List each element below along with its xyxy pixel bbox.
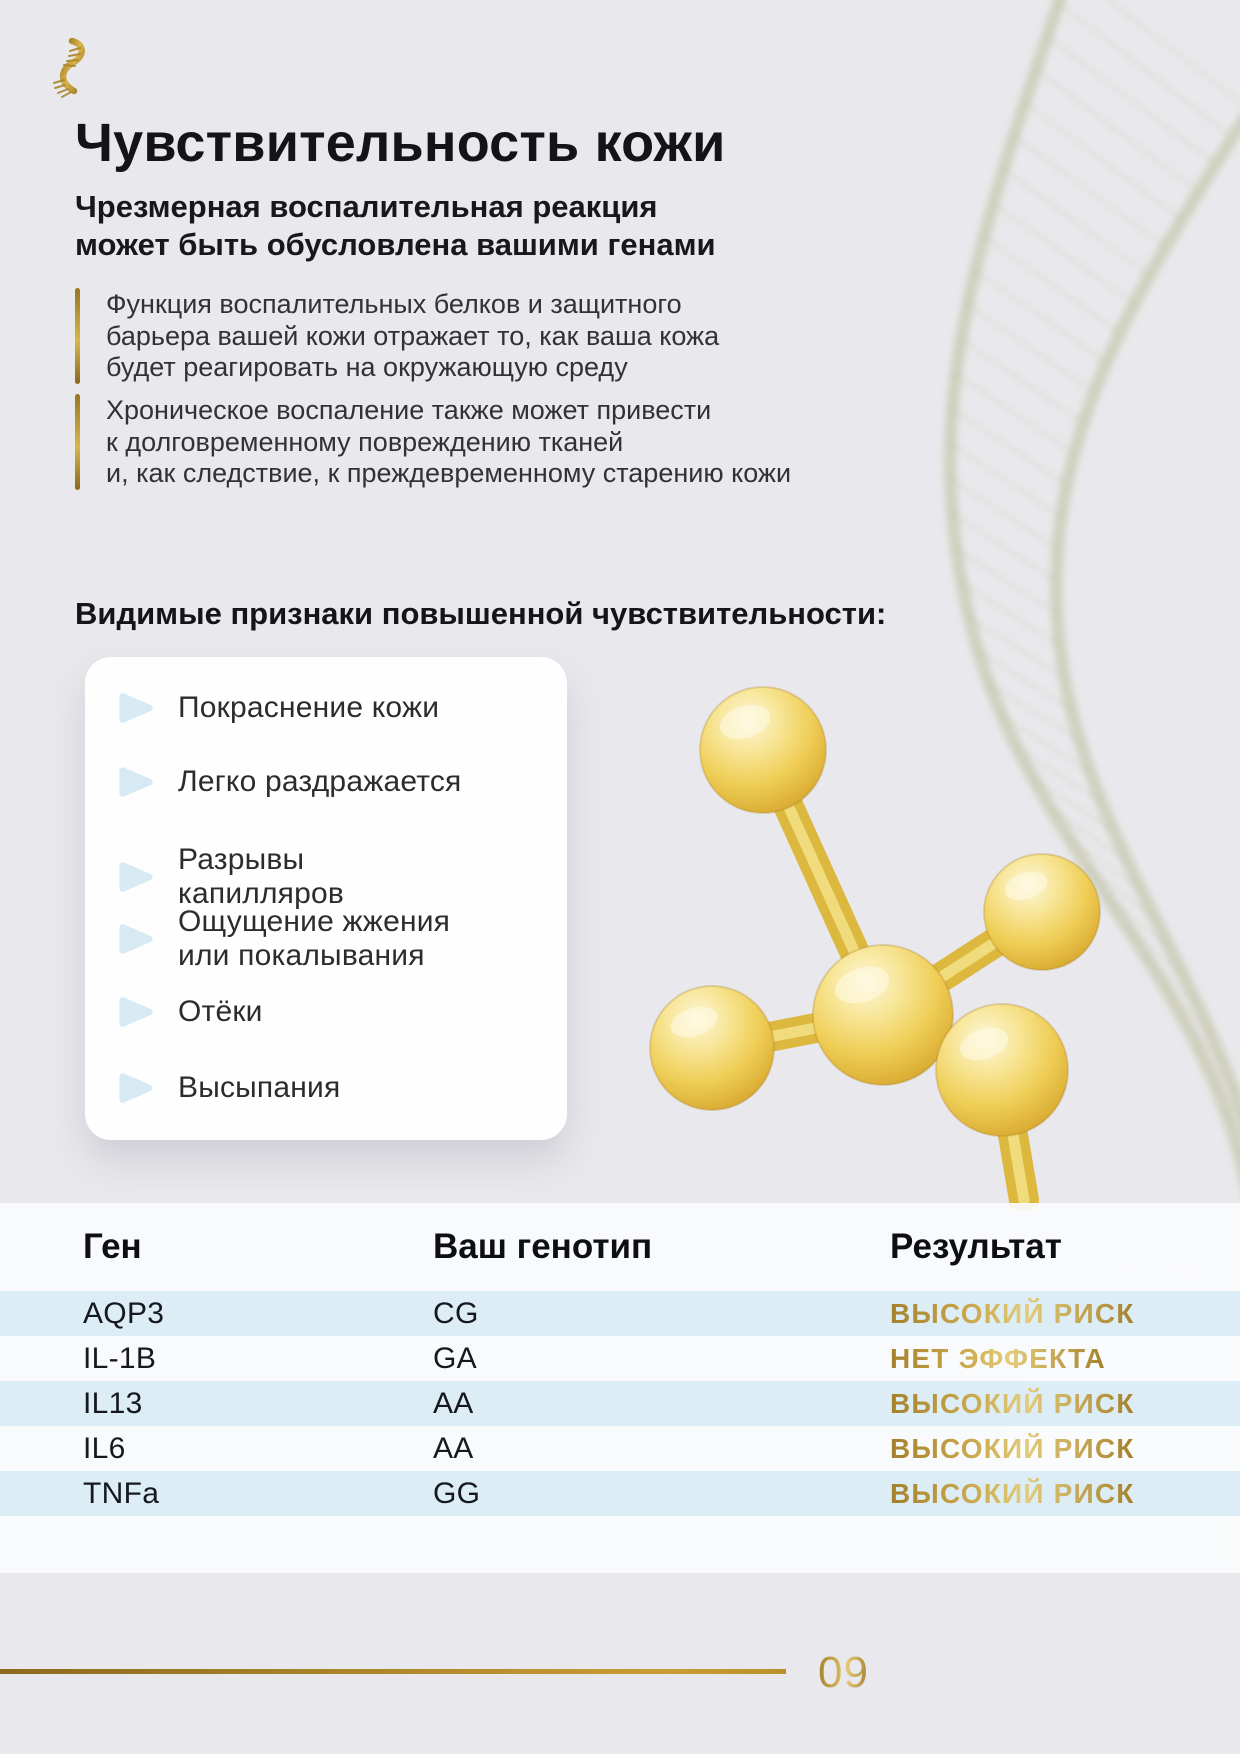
- list-item: [118, 905, 458, 973]
- table-row: [0, 1381, 1240, 1426]
- list-item-label: Отёки: [178, 995, 263, 1028]
- gold-accent-bar: [75, 288, 80, 384]
- arrow-right-icon: [118, 1071, 156, 1105]
- gold-molecule-image: [600, 630, 1110, 1210]
- page-subtitle-line: Чрезмерная воспалительная реакция: [75, 189, 658, 224]
- list-item: [118, 843, 478, 911]
- genotype-cell: CG: [433, 1296, 479, 1330]
- gold-accent-bar: [75, 394, 80, 490]
- list-item-label: Высыпания: [178, 1071, 341, 1104]
- arrow-right-icon: [118, 765, 156, 799]
- list-item-label: Покраснение кожи: [178, 691, 440, 724]
- list-item: [118, 1071, 340, 1105]
- page-number: 09: [818, 1648, 869, 1697]
- result-cell: ВЫСОКИЙ РИСК: [890, 1477, 1135, 1509]
- result-cell: ВЫСОКИЙ РИСК: [890, 1297, 1135, 1329]
- page-subtitle: [75, 188, 716, 264]
- intro-paragraph: [75, 288, 795, 384]
- list-item-label: Разрывы капилляров: [178, 843, 345, 910]
- list-item: [118, 995, 263, 1029]
- table-row: [0, 1471, 1240, 1516]
- paragraph-line: Хроническое воспаление также может привести: [106, 395, 712, 425]
- gene-cell: IL13: [83, 1386, 143, 1420]
- column-header-genotype: Ваш генотип: [433, 1227, 653, 1266]
- genotype-cell: AA: [433, 1386, 474, 1420]
- table-row: [0, 1426, 1240, 1471]
- result-cell: ВЫСОКИЙ РИСК: [890, 1387, 1135, 1419]
- genetics-table: [0, 1203, 1240, 1573]
- dna-logo-icon: [46, 36, 88, 100]
- paragraph-line: и, как следствие, к преждевременному старению кожи: [106, 458, 792, 488]
- list-item-label: Ощущение жжения или покалывания: [178, 905, 451, 972]
- arrow-right-icon: [118, 860, 156, 894]
- gene-cell: AQP3: [83, 1296, 165, 1330]
- signs-section-heading: Видимые признаки повышенной чувствительности:: [75, 596, 887, 631]
- paragraph-line: будет реагировать на окружающую среду: [106, 352, 628, 382]
- gene-cell: IL-1B: [83, 1341, 157, 1375]
- genotype-cell: GA: [433, 1341, 477, 1375]
- signs-card: [85, 657, 567, 1140]
- paragraph-line: к долговременному повреждению тканей: [106, 426, 624, 457]
- list-item: [118, 691, 439, 725]
- intro-paragraph: [75, 394, 795, 490]
- table-row: [0, 1336, 1240, 1381]
- page-subtitle-line: может быть обусловлена вашими генами: [75, 227, 716, 262]
- table-row: [0, 1291, 1240, 1336]
- gene-cell: IL6: [83, 1431, 126, 1465]
- genotype-cell: GG: [433, 1476, 481, 1510]
- footer-gold-rule: [0, 1669, 786, 1674]
- arrow-right-icon: [118, 995, 156, 1029]
- genotype-cell: AA: [433, 1431, 474, 1465]
- paragraph-line: Функция воспалительных белков и защитного: [106, 289, 682, 319]
- column-header-result: Результат: [890, 1227, 1062, 1266]
- gene-cell: TNFa: [83, 1476, 160, 1510]
- page-title: Чувствительность кожи: [75, 113, 726, 173]
- list-item-label: Легко раздражается: [178, 765, 462, 798]
- result-cell: НЕТ ЭФФЕКТА: [890, 1342, 1106, 1374]
- paragraph-line: барьера вашей кожи отражает то, как ваша кожа: [106, 320, 720, 351]
- arrow-right-icon: [118, 691, 156, 725]
- arrow-right-icon: [118, 922, 156, 956]
- column-header-gene: Ген: [83, 1227, 142, 1266]
- result-cell: ВЫСОКИЙ РИСК: [890, 1432, 1135, 1464]
- list-item: [118, 765, 462, 799]
